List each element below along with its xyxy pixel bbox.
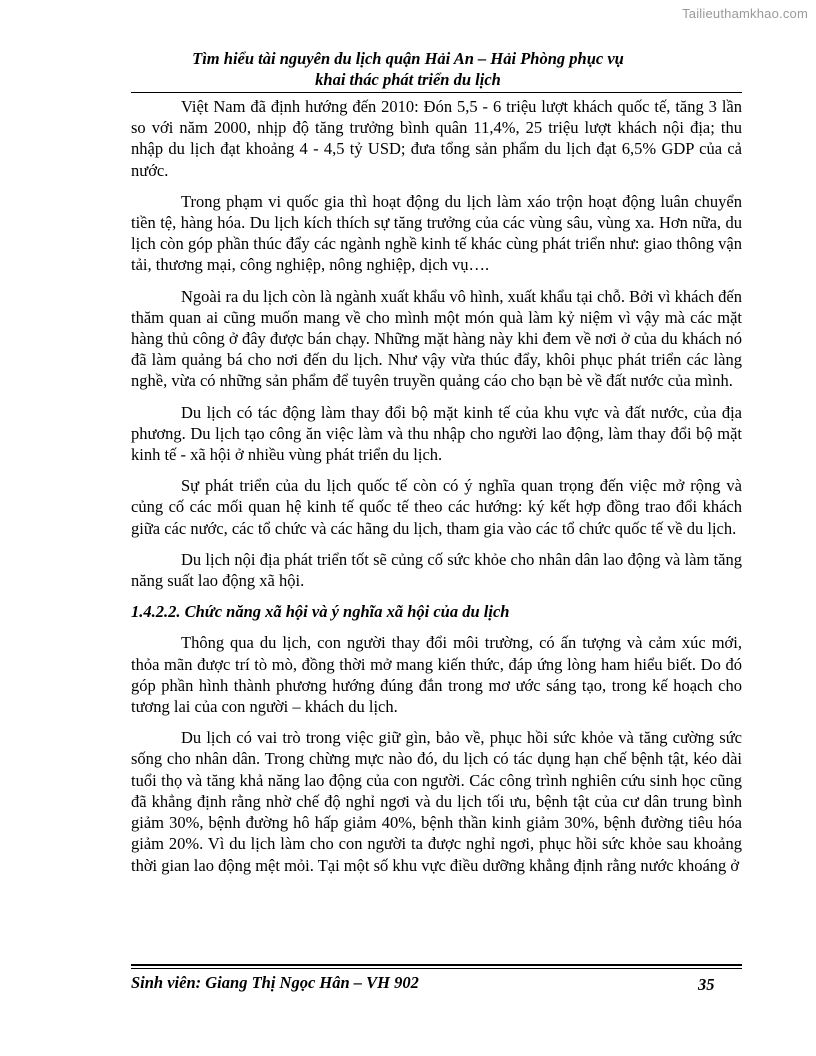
page-header xyxy=(0,48,816,90)
section-heading: 1.4.2.2. Chức năng xã hội và ý nghĩa xã hội của du lịch xyxy=(131,602,510,622)
paragraph: Du lịch có vai trò trong việc giữ gìn, bảo về, phục hồi sức khỏe và tăng cường sức sống cho nhân dân. Trong chừng mực nào đó, du lịch có tác dụng hạn chế bệnh tật, kéo dài tuổi thọ và tăng khả năng lao động của con người. Các công trình nghiên cứu sinh học cũng đã khẳng định rằng nhờ chế độ nghỉ ngơi và du lịch tối ưu, bệnh tật của cư dân trung bình giảm 30%, bệnh đường hô hấp giảm 40%, bệnh thần kinh giảm 30%, bệnh đường tiêu hóa giảm 20%. Vì du lịch làm cho con người ta được nghỉ ngơi, phục hồi sức khỏe sau khoảng thời gian lao động mệt mỏi. Tại một số khu vực điều dưỡng khẳng định rằng nước khoáng ở xyxy=(131,728,742,875)
paragraph: Du lịch có tác động làm thay đổi bộ mặt kinh tế của khu vực và đất nước, của địa phương. Du lịch tạo công ăn việc làm và thu nhập cho người lao động, làm thay đổi bộ mặt kinh tế - xã hội ở nhiều vùng phát triển du lịch. xyxy=(131,402,742,465)
document-body xyxy=(131,96,742,886)
header-title-line-2: khai thác phát triển du lịch xyxy=(315,70,501,89)
paragraph: Du lịch nội địa phát triển tốt sẽ củng cố sức khỏe cho nhân dân lao động và làm tăng năng suất lao động xã hội. xyxy=(131,549,742,591)
watermark: Tailieuthamkhao.com xyxy=(682,6,808,21)
paragraph: Ngoài ra du lịch còn là ngành xuất khẩu vô hình, xuất khẩu tại chỗ. Bởi vì khách đến thăm quan ai cũng muốn mang về cho mình một món quà làm kỷ niệm vì vậy mà các mặt hàng thủ công ở đây được bán chạy. Những mặt hàng này khi đem về nơi ở của du khách nó đã làm quảng bá cho nơi đến du lịch. Như vậy vừa thúc đẩy, khôi phục phát triển các làng nghề, vừa có những sản phẩm để tuyên truyền quảng cáo cho bạn bè về đất nước của mình. xyxy=(131,286,742,391)
header-rule xyxy=(131,92,742,93)
paragraph: Thông qua du lịch, con người thay đổi môi trường, có ấn tượng và cảm xúc mới, thỏa mãn được trí tò mò, đồng thời mở mang kiến thức, đáp ứng lòng ham hiểu biết. Do đó góp phần hình thành phương hướng đúng đắn trong mơ ước sáng tạo, trong kế hoạch cho tương lai của con người – khách du lịch. xyxy=(131,633,742,717)
paragraph: Trong phạm vi quốc gia thì hoạt động du lịch làm xáo trộn hoạt động luân chuyển tiền tệ, hàng hóa. Du lịch kích thích sự tăng trưởng của các vùng sâu, vùng xa. Hơn nữa, du lịch còn góp phần thúc đẩy các ngành nghề kinh tế khác cùng phát triển như: giao thông vận tải, thương mại, công nghiệp, nông nghiệp, dịch vụ…. xyxy=(131,191,742,275)
header-title-line-1: Tìm hiểu tài nguyên du lịch quận Hải An – Hải Phòng phục vụ xyxy=(192,49,624,68)
paragraph: Sự phát triển của du lịch quốc tế còn có ý nghĩa quan trọng đến việc mở rộng và củng cố các mối quan hệ kinh tế quốc tế theo các hướng: ký kết hợp đồng trao đổi khách giữa các nước, các tổ chức và các hãng du lịch, tham gia vào các tổ chức quốc tế về du lịch. xyxy=(131,476,742,538)
footer-rule-thin xyxy=(131,968,742,969)
footer-student: Sinh viên: Giang Thị Ngọc Hân – VH 902 xyxy=(131,973,419,992)
footer-rule xyxy=(131,964,742,966)
paragraph: Việt Nam đã định hướng đến 2010: Đón 5,5 - 6 triệu lượt khách quốc tế, tăng 3 lần so với năm 2000, nhịp độ tăng trưởng bình quân 11,4%, 25 triệu lượt khách nội địa; thu nhập du lịch đạt khoảng 4 - 4,5 tỷ USD; đưa tổng sản phẩm du lịch đạt 6,5% GDP của cả nước. xyxy=(131,97,742,180)
page-number: 35 xyxy=(698,975,715,994)
